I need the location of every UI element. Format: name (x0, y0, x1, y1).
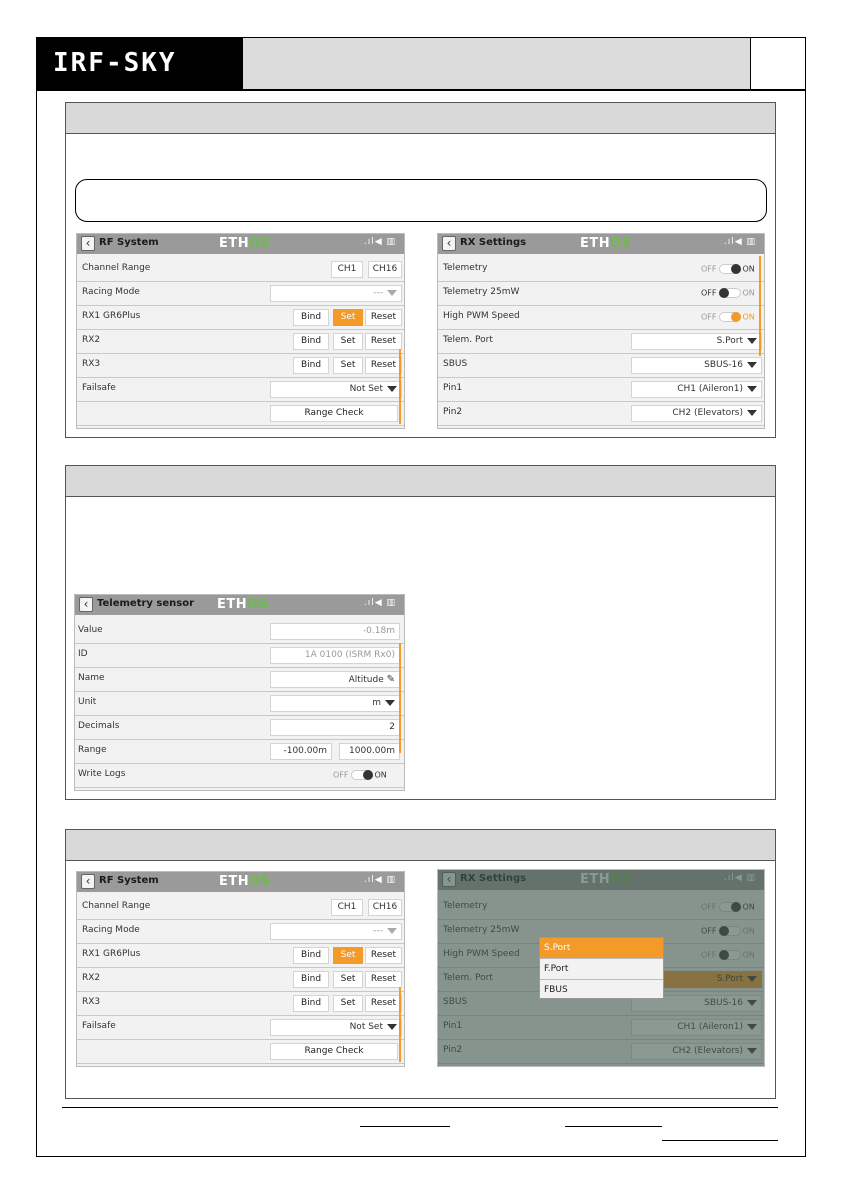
back-icon[interactable]: ‹ (442, 236, 456, 251)
row-rx3: RX3 Bind Set Reset (77, 353, 404, 378)
racing-mode-select[interactable]: --- (270, 923, 402, 940)
row-rx2: RX2 Bind Set Reset (77, 967, 404, 992)
row-channel-range: Channel Range CH1 CH16 (77, 257, 404, 282)
row-channel-range: Channel Range CH1 CH16 (77, 895, 404, 920)
reset-button[interactable]: Reset (365, 333, 402, 350)
row-pin1: Pin1 CH1 (Aileron1) (438, 377, 764, 402)
row-rx1: RX1 GR6Plus Bind Set Reset (77, 943, 404, 968)
row-rx2: RX2 Bind Set Reset (77, 329, 404, 354)
footer-underline (565, 1126, 662, 1127)
back-icon[interactable]: ‹ (79, 597, 93, 612)
row-racing-mode: Racing Mode --- (77, 919, 404, 944)
dropdown-option[interactable]: F.Port (540, 959, 663, 980)
range-max-field[interactable]: 1000.00m (339, 743, 400, 760)
row-telemetry-25mw: Telemetry 25mW OFF ON (438, 281, 764, 306)
back-icon[interactable]: ‹ (81, 236, 95, 251)
write-logs-toggle[interactable]: OFF ON (333, 770, 387, 780)
channel-from-field[interactable]: CH1 (331, 899, 363, 916)
telemetry-toggle[interactable]: OFF ON (701, 264, 755, 274)
row-telem-port: Telem. Port S.Port (438, 329, 764, 354)
screen-title: RF System (99, 237, 159, 248)
screen-title-bar (77, 872, 404, 892)
set-button[interactable]: Set (333, 357, 363, 374)
channel-to-field[interactable]: CH16 (368, 261, 402, 278)
row-pin2: Pin2 CH2 (Elevators) (438, 401, 764, 426)
scrollbar[interactable] (399, 987, 401, 1062)
row-range-check (77, 1039, 404, 1064)
chevron-down-icon (747, 338, 757, 344)
rf-system-screen (76, 233, 405, 429)
row-racing-mode: Racing Mode --- (77, 281, 404, 306)
status-icons: .ıl◀ ▥ (363, 237, 396, 247)
reset-button[interactable]: Reset (365, 309, 402, 326)
rx-settings-screen (437, 233, 765, 429)
high-pwm-toggle[interactable]: OFF ON (701, 312, 755, 322)
rx-settings-screen-2 (437, 869, 765, 1067)
range-check-button[interactable]: Range Check (270, 1043, 398, 1060)
chevron-down-icon (387, 1024, 397, 1030)
name-field[interactable]: Altitude ✎ (270, 671, 400, 688)
reset-button[interactable]: Reset (365, 357, 402, 374)
set-button[interactable]: Set (333, 947, 363, 964)
status-icons: .ıl◀ ▥ (723, 237, 756, 247)
unit-select[interactable]: m (270, 695, 400, 712)
chevron-down-icon (387, 928, 397, 934)
row-write-logs: Write Logs OFF ON (75, 763, 404, 788)
row-high-pwm: High PWM Speed OFF ON (438, 305, 764, 330)
telemetry-25mw-toggle[interactable]: OFF ON (701, 288, 755, 298)
note-box (75, 179, 767, 222)
row-range: Range -100.00m 1000.00m (75, 739, 404, 764)
row-rx1: RX1 GR6Plus Bind Set Reset (77, 305, 404, 330)
range-min-field[interactable]: -100.00m (270, 743, 332, 760)
reset-button[interactable]: Reset (365, 947, 402, 964)
range-check-button[interactable]: Range Check (270, 405, 398, 422)
chevron-down-icon (747, 410, 757, 416)
failsafe-select[interactable]: Not Set (270, 1019, 402, 1036)
bind-button[interactable]: Bind (293, 947, 329, 964)
id-field: 1A 0100 (ISRM Rx0) (270, 647, 400, 664)
scrollbar[interactable] (759, 256, 761, 356)
set-button[interactable]: Set (333, 971, 363, 988)
edit-icon: ✎ (386, 674, 395, 685)
channel-from-field[interactable]: CH1 (331, 261, 363, 278)
row-failsafe: Failsafe Not Set (77, 1015, 404, 1040)
dropdown-option[interactable]: FBUS (544, 985, 568, 995)
channel-to-field[interactable]: CH16 (368, 899, 402, 916)
racing-mode-select[interactable]: --- (270, 285, 402, 302)
screen-title-bar (75, 595, 404, 615)
section-header (66, 103, 775, 134)
header-divider (36, 89, 806, 91)
set-button[interactable]: Set (333, 995, 363, 1012)
back-icon[interactable]: ‹ (81, 874, 95, 889)
chevron-down-icon (385, 700, 395, 706)
section-header (66, 830, 775, 861)
scrollbar[interactable] (399, 643, 401, 753)
chevron-down-icon (747, 386, 757, 392)
row-unit: Unit m (75, 691, 404, 716)
screen-title: RF System (99, 875, 159, 886)
row-decimals: Decimals 2 (75, 715, 404, 740)
chevron-down-icon (387, 386, 397, 392)
value-field: -0.18m (270, 623, 400, 640)
row-telemetry: Telemetry OFF ON (438, 257, 764, 282)
row-name: Name Altitude ✎ (75, 667, 404, 692)
row-id: ID 1A 0100 (ISRM Rx0) (75, 643, 404, 668)
header-page-box (752, 38, 805, 90)
footer-underline (662, 1140, 778, 1141)
row-rx3: RX3 Bind Set Reset (77, 991, 404, 1016)
bind-button[interactable]: Bind (293, 309, 329, 326)
sbus-select[interactable]: SBUS-16 (631, 357, 762, 374)
telem-port-select[interactable]: S.Port (631, 333, 762, 350)
scrollbar[interactable] (399, 349, 401, 424)
frsky-logo: IRF-SKY (37, 38, 243, 90)
ethos-logo: ETHOS (219, 874, 271, 889)
rf-system-screen-2 (76, 871, 405, 1067)
row-value: Value -0.18m (75, 619, 404, 644)
bind-button[interactable]: Bind (293, 357, 329, 374)
chevron-down-icon (747, 362, 757, 368)
bind-button[interactable]: Bind (293, 995, 329, 1012)
pin1-select[interactable]: CH1 (Aileron1) (631, 381, 762, 398)
reset-button[interactable]: Reset (365, 971, 402, 988)
failsafe-select[interactable]: Not Set (270, 381, 402, 398)
section-header (66, 466, 775, 497)
row-failsafe: Failsafe Not Set (77, 377, 404, 402)
reset-button[interactable]: Reset (365, 995, 402, 1012)
dropdown-option[interactable]: S.Port (540, 938, 663, 959)
status-icons: .ıl◀ ▥ (363, 875, 396, 885)
decimals-field[interactable]: 2 (270, 719, 400, 736)
bind-button[interactable]: Bind (293, 971, 329, 988)
footer-underline (360, 1126, 450, 1127)
set-button[interactable]: Set (333, 333, 363, 350)
ethos-logo: ETHOS (217, 597, 269, 612)
ethos-logo: ETHOS (580, 236, 632, 251)
screen-title: Telemetry sensor (97, 598, 195, 609)
bind-button[interactable]: Bind (293, 333, 329, 350)
ethos-logo: ETHOS (219, 236, 271, 251)
telem-port-dropdown (539, 937, 664, 999)
footer-divider (62, 1107, 778, 1108)
row-range-check (77, 401, 404, 426)
screen-title-bar (438, 234, 764, 254)
set-button[interactable]: Set (333, 309, 363, 326)
pin2-select[interactable]: CH2 (Elevators) (631, 405, 762, 422)
row-sbus: SBUS SBUS-16 (438, 353, 764, 378)
header-title-bar (243, 38, 751, 90)
telemetry-sensor-screen (74, 594, 405, 791)
screen-title: RX Settings (460, 237, 527, 248)
status-icons: .ıl◀ ▥ (363, 598, 396, 608)
screen-title-bar (77, 234, 404, 254)
chevron-down-icon (387, 290, 397, 296)
